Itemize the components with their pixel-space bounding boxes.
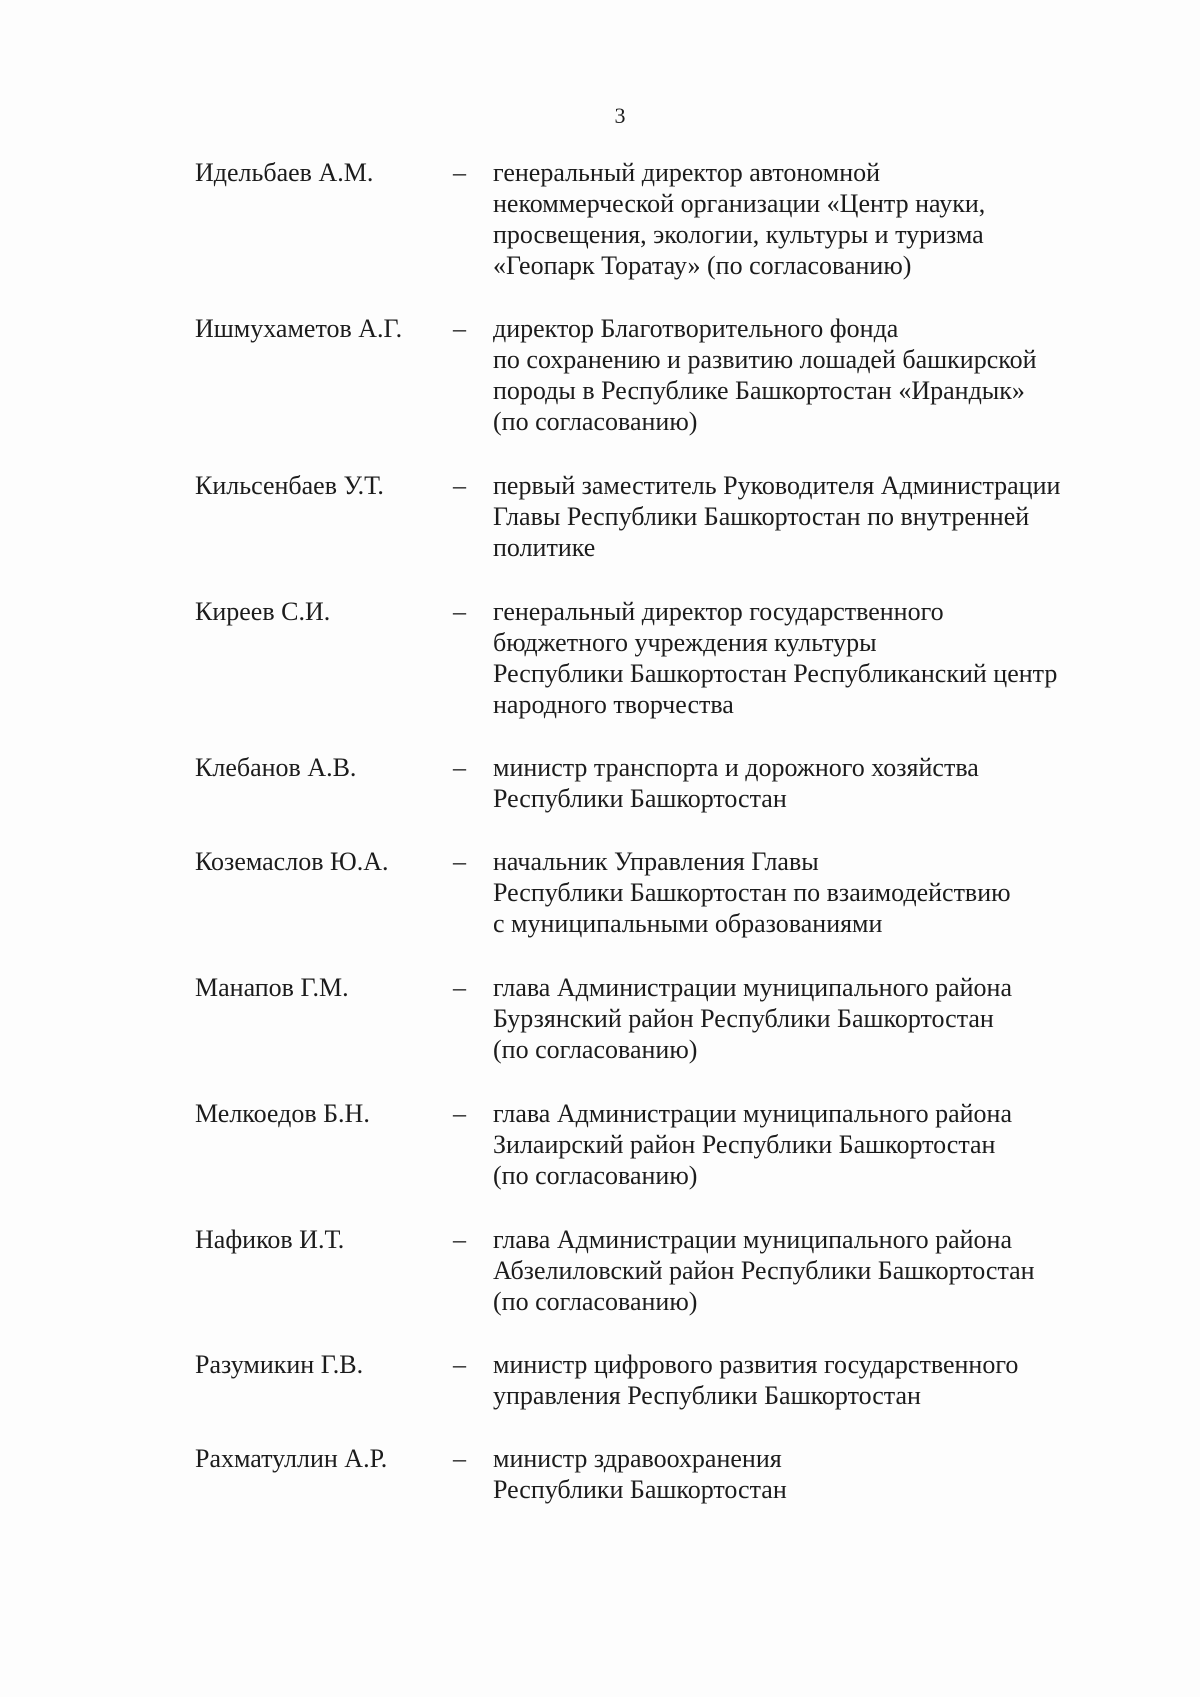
position-line: первый заместитель Руководителя Администрации [493, 471, 1061, 500]
position-line: управления Республики Башкортостан [493, 1381, 921, 1410]
position-line: министр транспорта и дорожного хозяйства [493, 753, 979, 782]
entry-dash: – [453, 597, 466, 626]
page-number: 3 [614, 103, 626, 128]
member-position [493, 596, 1133, 720]
position-line: некоммерческой организации «Центр науки, [493, 189, 986, 218]
position-line: политике [493, 533, 596, 562]
position-line: бюджетного учреждения культуры [493, 628, 877, 657]
position-line: министр здравоохранения [493, 1444, 782, 1473]
member-name: Мелкоедов Б.Н. [195, 1099, 370, 1128]
position-line: начальник Управления Главы [493, 847, 819, 876]
position-line: Главы Республики Башкортостан по внутренней [493, 502, 1030, 531]
member-position [493, 972, 1133, 1065]
member-position [493, 1443, 1133, 1505]
position-line: породы в Республике Башкортостан «Ирандык» [493, 376, 1025, 405]
position-line: глава Администрации муниципального района [493, 973, 1012, 1002]
entry-dash: – [453, 847, 466, 876]
position-line: (по согласованию) [493, 1287, 698, 1316]
position-line: народного творчества [493, 690, 734, 719]
entry-dash: – [453, 1225, 466, 1254]
position-line: (по согласованию) [493, 1161, 698, 1190]
member-name: Клебанов А.В. [195, 753, 357, 782]
position-line: «Геопарк Торатау» (по согласованию) [493, 251, 912, 280]
member-name: Разумикин Г.В. [195, 1350, 364, 1379]
member-name: Киреев С.И. [195, 597, 331, 626]
position-line: просвещения, экологии, культуры и туризма [493, 220, 984, 249]
position-line: (по согласованию) [493, 1035, 698, 1064]
member-position [493, 470, 1133, 563]
member-position [493, 1224, 1133, 1317]
member-name: Кильсенбаев У.Т. [195, 471, 384, 500]
entry-dash: – [453, 973, 466, 1002]
position-line: (по согласованию) [493, 407, 698, 436]
member-position [493, 1098, 1133, 1191]
position-line: Республики Башкортостан [493, 784, 787, 813]
position-line: Бурзянский район Республики Башкортостан [493, 1004, 994, 1033]
member-name: Идельбаев А.М. [195, 158, 374, 187]
entry-dash: – [453, 471, 466, 500]
position-line: Республики Башкортостан по взаимодействию [493, 878, 1011, 907]
member-name: Коземаслов Ю.А. [195, 847, 389, 876]
position-line: Республики Башкортостан Республиканский центр [493, 659, 1058, 688]
member-name: Ишмухаметов А.Г. [195, 314, 403, 343]
entry-dash: – [453, 1444, 466, 1473]
member-name: Нафиков И.Т. [195, 1225, 345, 1254]
member-position [493, 1349, 1133, 1411]
position-line: генеральный директор автономной [493, 158, 881, 187]
member-name: Манапов Г.М. [195, 973, 349, 1002]
member-name: Рахматуллин А.Р. [195, 1444, 388, 1473]
entry-dash: – [453, 1350, 466, 1379]
position-line: директор Благотворительного фонда [493, 314, 899, 343]
position-line: министр цифрового развития государственного [493, 1350, 1019, 1379]
position-line: генеральный директор государственного [493, 597, 944, 626]
position-line: Республики Башкортостан [493, 1475, 787, 1504]
member-position [493, 752, 1133, 814]
entry-dash: – [453, 1099, 466, 1128]
position-line: глава Администрации муниципального района [493, 1099, 1012, 1128]
position-line: глава Администрации муниципального района [493, 1225, 1012, 1254]
entry-dash: – [453, 314, 466, 343]
entry-dash: – [453, 753, 466, 782]
position-line: по сохранению и развитию лошадей башкирской [493, 345, 1037, 374]
member-position [493, 157, 1133, 281]
position-line: Абзелиловский район Республики Башкортостан [493, 1256, 1035, 1285]
position-line: с муниципальными образованиями [493, 909, 883, 938]
entry-dash: – [453, 158, 466, 187]
member-position [493, 846, 1133, 939]
position-line: Зилаирский район Республики Башкортостан [493, 1130, 996, 1159]
member-position [493, 313, 1133, 437]
